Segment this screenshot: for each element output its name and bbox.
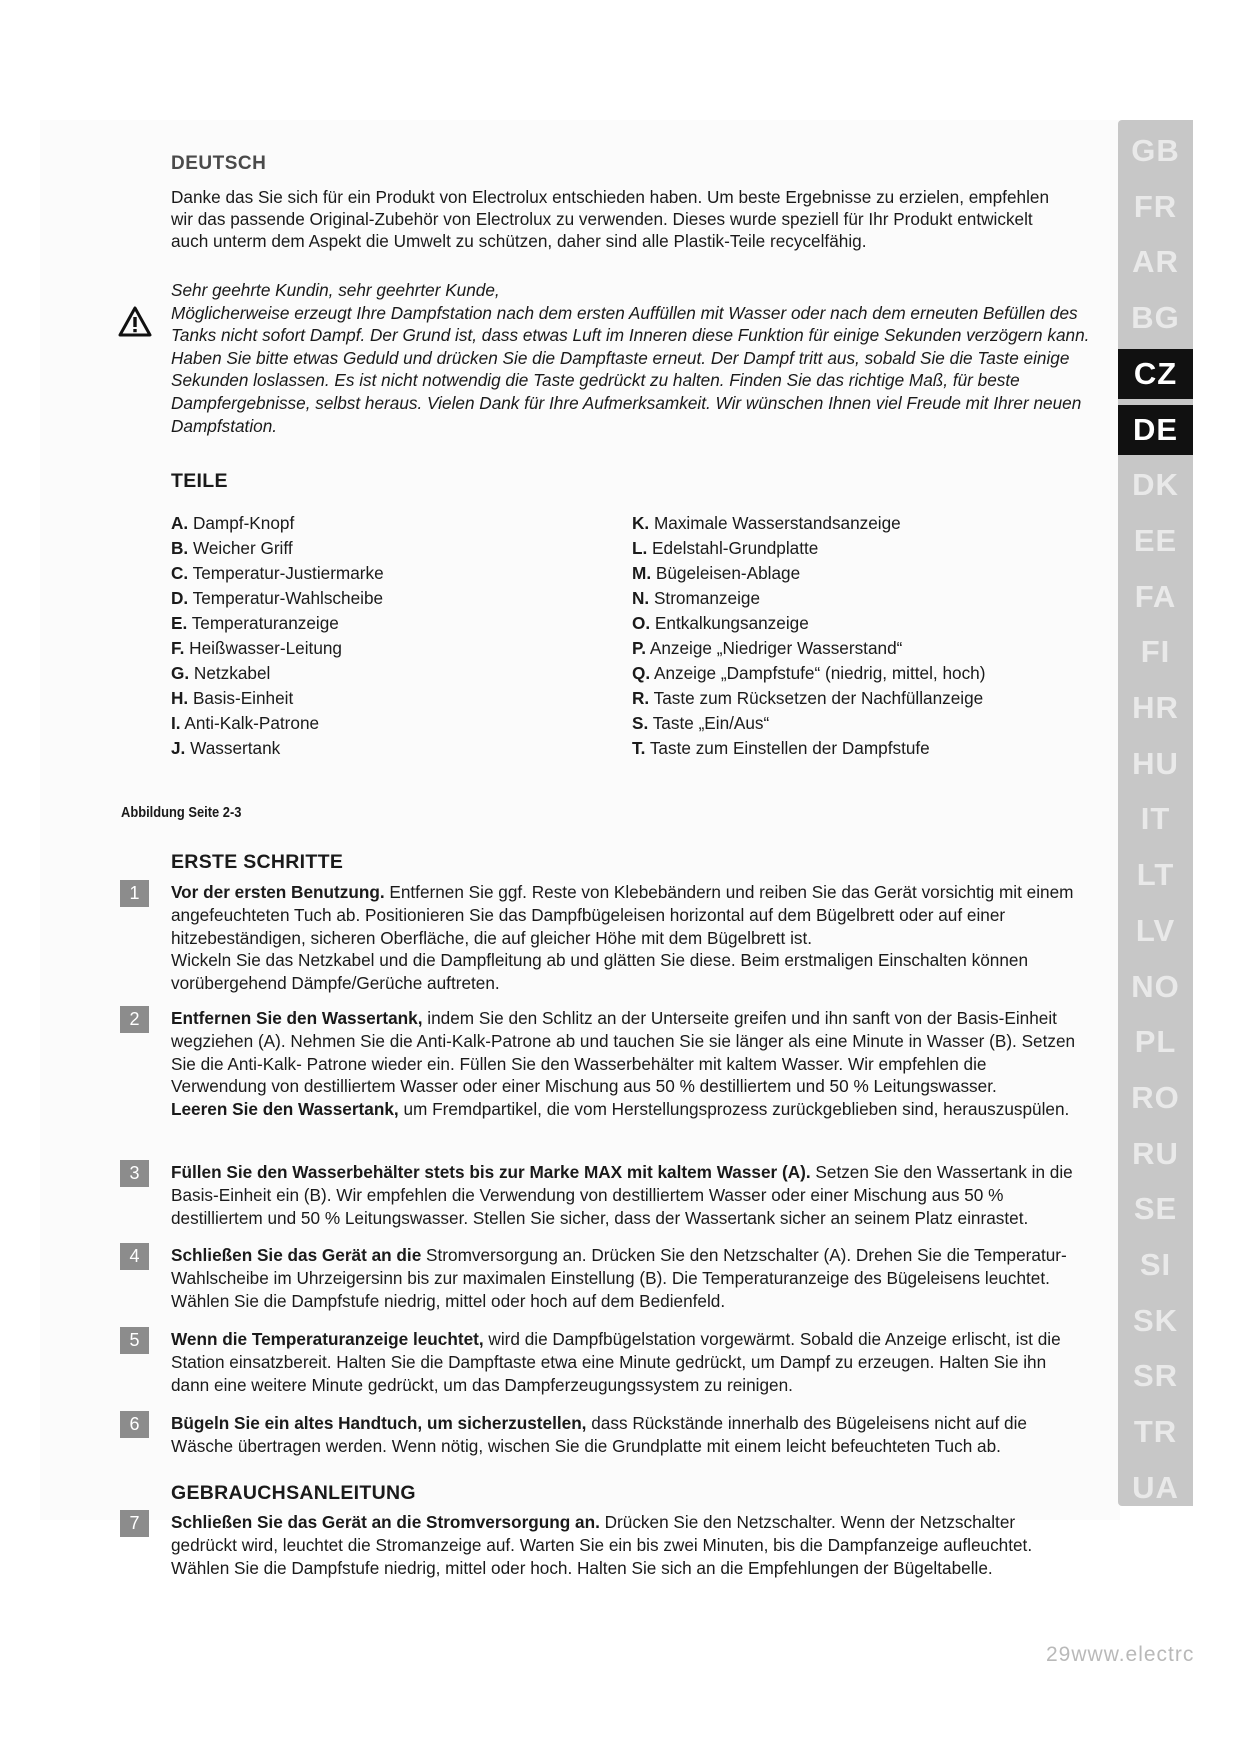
- step-number-badge: 4: [120, 1243, 149, 1270]
- step-number-badge: 3: [120, 1160, 149, 1187]
- part-item: [171, 536, 384, 561]
- step-number-badge: 6: [120, 1411, 149, 1438]
- language-tab-fa[interactable]: FA: [1134, 578, 1177, 614]
- language-tab-ua[interactable]: UA: [1132, 1469, 1179, 1505]
- part-name: Bügeleisen-Ablage: [651, 563, 801, 583]
- part-item: [171, 686, 384, 711]
- step-6-lead: Bügeln Sie ein altes Handtuch, um sicherzustellen,: [171, 1413, 587, 1433]
- part-letter: H.: [171, 688, 189, 708]
- part-item: [171, 561, 384, 586]
- warning-icon: [118, 306, 152, 338]
- step-2-body: indem Sie den Schlitz an der Unterseite greifen und ihn sanft von der Basis-Einheit wegziehen (A). Nehmen Sie die Anti-Kalk-Patrone ab und tauchen Sie sie länger als eine Minute in Wasser (B). Setzen Sie die Anti-Kalk- Patrone wieder ein. Füllen Sie den Wasserbehälter mit kaltem Wasser. Wir empfehlen die Verwendung von destilliertem Wasser oder einer Mischung aus 50 % destilliertem und 50 % Leitungswasser.: [171, 1008, 1076, 1097]
- step-1-lead: Vor der ersten Benutzung.: [171, 882, 385, 902]
- language-tab-lt[interactable]: LT: [1136, 857, 1175, 893]
- parts-list-left: [171, 511, 384, 761]
- language-tab-si[interactable]: SI: [1139, 1247, 1172, 1282]
- part-name: Weicher Griff: [188, 538, 293, 558]
- step-3-lead: Füllen Sie den Wasserbehälter stets bis zur Marke MAX mit kaltem Wasser (A).: [171, 1162, 811, 1182]
- part-item: [632, 611, 985, 636]
- part-letter: K.: [632, 513, 650, 533]
- part-letter: G.: [171, 663, 190, 683]
- part-name: Anti-Kalk-Patrone: [180, 713, 320, 733]
- step-6-text: [171, 1412, 1086, 1458]
- page-footer: 29www.electrc: [1046, 1643, 1195, 1666]
- step-1-body: Entfernen Sie ggf. Reste von Klebebändern und reiben Sie das Gerät vorsichtig mit einem angefeuchteten Tuch ab. Positionieren Sie das Dampfbügeleisen horizontal auf dem Bügelbrett oder auf einer hitzebeständigen, sicheren Oberfläche, die auf gleicher Höhe mit dem Bügelbrett ist.: [171, 882, 1074, 948]
- parts-heading: TEILE: [171, 470, 228, 492]
- step-2-text: [171, 1007, 1086, 1121]
- language-tab-ru[interactable]: RU: [1132, 1135, 1179, 1171]
- language-tab-tr[interactable]: TR: [1133, 1414, 1178, 1450]
- language-heading: DEUTSCH: [171, 153, 267, 174]
- language-tab-fi[interactable]: FI: [1140, 634, 1171, 670]
- language-tab-fr[interactable]: FR: [1133, 188, 1178, 224]
- part-name: Maximale Wasserstandsanzeige: [649, 513, 901, 533]
- step-6-body: dass Rückstände innerhalb des Bügeleisens nicht auf die Wäsche übertragen werden. Wenn nötig, wischen Sie die Grundplatte mit einem leicht befeuchteten Tuch ab.: [171, 1413, 1027, 1456]
- part-name: Wassertank: [185, 738, 281, 758]
- language-tab-ee[interactable]: EE: [1133, 522, 1178, 558]
- part-name: Taste „Ein/Aus“: [648, 713, 770, 733]
- part-item: [632, 511, 985, 536]
- part-letter: Q.: [632, 663, 651, 683]
- part-name: Netzkabel: [189, 663, 271, 683]
- part-name: Temperatur-Wahlscheibe: [188, 588, 384, 608]
- language-tab-hr[interactable]: HR: [1132, 690, 1179, 725]
- step-5-body: wird die Dampfbügelstation vorgewärmt. Sobald die Anzeige erlischt, ist die Station einsatzbereit. Halten Sie die Dampftaste etwa eine Minute gedrückt, um Dampf zu erzeugen. Halten Sie ihn dann eine weitere Minute gedrückt, um das Dampferzeugungssystem zu reinigen.: [171, 1329, 1061, 1395]
- part-item: [632, 536, 985, 561]
- step-5-lead: Wenn die Temperaturanzeige leuchtet,: [171, 1329, 484, 1349]
- step-3-body: Setzen Sie den Wassertank in die Basis-Einheit ein (B). Wir empfehlen die Verwendung von destilliertem Wasser oder einer Mischung aus 50 % destilliertem und 50 % Leitungswasser. Stellen Sie sicher, dass der Wassertank sicher an seinem Platz einrastet.: [171, 1162, 1073, 1228]
- part-item: [171, 611, 384, 636]
- language-tab-ar[interactable]: AR: [1132, 244, 1179, 280]
- part-item: [632, 686, 985, 711]
- part-item: [632, 561, 985, 586]
- first-steps-heading: ERSTE SCHRITTE: [171, 851, 344, 873]
- part-item: [171, 511, 384, 536]
- part-letter: F.: [171, 638, 185, 658]
- step-2-lead: Entfernen Sie den Wassertank,: [171, 1008, 423, 1028]
- part-item: [632, 586, 985, 611]
- part-letter: A.: [171, 513, 189, 533]
- language-tab-gb[interactable]: GB: [1131, 133, 1180, 168]
- language-tab-ro[interactable]: RO: [1131, 1079, 1180, 1115]
- part-letter: L.: [632, 538, 648, 558]
- part-letter: I.: [171, 713, 181, 733]
- intro-paragraph: Danke das Sie sich für ein Produkt von Electrolux entschieden haben. Um beste Ergebnisse zu erzielen, empfehlen wir das passende Original-Zubehör von Electrolux zu verwenden. Dieses wurde speziell für Ihr Produkt entwickelt auch unterm dem Aspekt die Umwelt zu schützen, daher sind alle Plastik-Teile recycelfähig.: [171, 187, 1050, 251]
- language-tab-sr[interactable]: SR: [1132, 1358, 1179, 1394]
- language-tab-pl[interactable]: PL: [1134, 1024, 1177, 1060]
- part-letter: D.: [171, 588, 189, 608]
- language-tab-cz[interactable]: CZ: [1118, 349, 1193, 399]
- part-name: Edelstahl-Grundplatte: [647, 538, 819, 558]
- language-tab-sk[interactable]: SK: [1132, 1302, 1179, 1338]
- step-1-body-2: Wickeln Sie das Netzkabel und die Dampfleitung ab und glätten Sie diese. Beim erstmaligen Einschalten können vorübergehend Dämpfe/Gerüche auftreten.: [171, 950, 1029, 994]
- figure-reference: Abbildung Seite 2-3: [121, 804, 242, 821]
- part-item: [171, 736, 384, 761]
- part-name: Anzeige „Niedriger Wasserstand“: [646, 638, 903, 658]
- step-4-lead: Schließen Sie das Gerät an die: [171, 1245, 422, 1265]
- part-name: Basis-Einheit: [188, 688, 294, 708]
- step-number-badge: 5: [120, 1327, 149, 1354]
- language-tab-no[interactable]: NO: [1131, 968, 1180, 1004]
- part-item: [632, 736, 985, 761]
- parts-list-right: [632, 511, 985, 761]
- part-letter: M.: [632, 563, 652, 583]
- step-number-badge: 1: [120, 880, 149, 907]
- language-tab-lv[interactable]: LV: [1135, 912, 1176, 948]
- part-item: [171, 661, 384, 686]
- language-tab-bg[interactable]: BG: [1131, 300, 1180, 336]
- step-5-text: [171, 1328, 1086, 1396]
- part-item: [632, 711, 985, 736]
- part-item: [632, 636, 985, 661]
- step-7-body: Drücken Sie den Netzschalter. Wenn der Netzschalter gedrückt wird, leuchtet die Stromanzeige auf. Warten Sie ein bis zwei Minuten, bis die Dampfanzeige aufleuchtet. Wählen Sie die Dampfstufe niedrig, mittel oder hoch. Halten Sie sich an die Empfehlungen der Bügeltabelle.: [171, 1512, 1033, 1578]
- part-letter: T.: [632, 738, 646, 758]
- part-name: Taste zum Einstellen der Dampfstufe: [645, 738, 930, 758]
- step-7-lead: Schließen Sie das Gerät an die Stromversorgung an.: [171, 1512, 600, 1532]
- part-name: Stromanzeige: [649, 588, 761, 608]
- step-2-lead-2: Leeren Sie den Wassertank,: [171, 1099, 399, 1120]
- part-name: Dampf-Knopf: [188, 513, 295, 533]
- step-4-text: [171, 1244, 1086, 1312]
- part-item: [632, 661, 985, 686]
- step-1-text: [171, 881, 1086, 995]
- part-name: Heißwasser-Leitung: [184, 638, 342, 658]
- language-tab-hu[interactable]: HU: [1132, 745, 1179, 781]
- step-2-body-2: um Fremdpartikel, die vom Herstellungsprozess zurückgeblieben sind, herauszuspülen.: [398, 1099, 1070, 1120]
- language-tab-de[interactable]: DE: [1118, 405, 1193, 455]
- part-item: [171, 586, 384, 611]
- part-letter: J.: [171, 738, 186, 758]
- language-tab-it[interactable]: IT: [1140, 801, 1171, 837]
- step-3-text: [171, 1161, 1086, 1229]
- step-4-body: Stromversorgung an. Drücken Sie den Netzschalter (A). Drehen Sie die Temperatur-Wahlscheibe im Uhrzeigersinn bis zur maximalen Einstellung (B). Die Temperaturanzeige des Bügeleisens leuchtet. Wählen Sie die Dampfstufe niedrig, mittel oder hoch auf dem Bedienfeld.: [171, 1245, 1067, 1311]
- customer-notice: [171, 279, 1091, 437]
- language-tab-se[interactable]: SE: [1133, 1191, 1178, 1227]
- step-number-badge: 2: [120, 1006, 149, 1033]
- step-number-badge: 7: [120, 1510, 149, 1537]
- part-letter: R.: [632, 688, 650, 708]
- step-7-text: [171, 1511, 1041, 1579]
- part-name: Temperaturanzeige: [187, 613, 339, 633]
- part-letter: N.: [632, 588, 650, 608]
- part-letter: E.: [171, 613, 188, 633]
- part-name: Temperatur-Justiermarke: [188, 563, 384, 583]
- part-letter: B.: [171, 538, 189, 558]
- notice-body: Möglicherweise erzeugt Ihre Dampfstation nach dem ersten Auffüllen mit Wasser oder nach dem erneuten Befüllen des Tanks nicht sofort Dampf. Der Grund ist, dass etwas Luft im Inneren diese Funktion für einige Sekunden verzögern kann. Haben Sie bitte etwas Geduld und drücken Sie die Dampftaste erneut. Der Dampf tritt aus, sobald Sie die Taste einige Sekunden loslassen. Es ist nicht notwendig die Taste gedrückt zu halten. Finden Sie das richtige Maß, für beste Dampfergebnisse, selbst heraus. Vielen Dank für Ihre Aufmerksamkeit. Wir wünschen Ihnen viel Freude mit Ihrer neuen Dampfstation.: [171, 302, 1090, 436]
- part-item: [171, 636, 384, 661]
- language-tab-dk[interactable]: DK: [1132, 467, 1179, 503]
- part-name: Entkalkungsanzeige: [650, 613, 809, 633]
- part-name: Taste zum Rücksetzen der Nachfüllanzeige: [649, 688, 984, 708]
- part-letter: S.: [632, 713, 649, 733]
- part-letter: P.: [632, 638, 647, 658]
- part-item: [171, 711, 384, 736]
- notice-salutation: Sehr geehrte Kundin, sehr geehrter Kunde,: [171, 280, 500, 300]
- usage-heading: GEBRAUCHSANLEITUNG: [171, 1482, 416, 1504]
- part-letter: C.: [171, 563, 189, 583]
- part-name: Anzeige „Dampfstufe“ (niedrig, mittel, hoch): [650, 663, 986, 683]
- part-letter: O.: [632, 613, 651, 633]
